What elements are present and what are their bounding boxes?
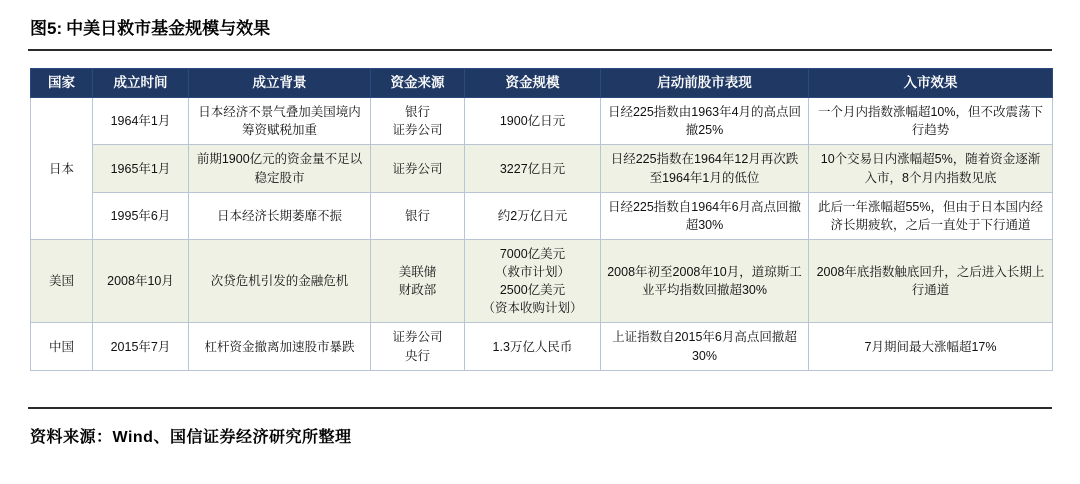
cell-date: 2015年7月 bbox=[93, 323, 189, 370]
cell-funding-scale: 1.3万亿人民币 bbox=[465, 323, 601, 370]
cell-background: 杠杆资金撤离加速股市暴跌 bbox=[189, 323, 371, 370]
cell-funding-scale: 7000亿美元 （救市计划） 2500亿美元 （资本收购计划） bbox=[465, 239, 601, 323]
cell-funding-source: 证券公司 央行 bbox=[371, 323, 465, 370]
table-row bbox=[31, 323, 1053, 370]
comparison-table bbox=[30, 68, 1053, 371]
cell-market-before: 2008年初至2008年10月，道琼斯工业平均指数回撤超30% bbox=[601, 239, 809, 323]
source-divider bbox=[28, 407, 1052, 409]
cell-funding-scale: 1900亿日元 bbox=[465, 98, 601, 145]
cell-funding-source: 证券公司 bbox=[371, 145, 465, 192]
table-row bbox=[31, 239, 1053, 323]
figure-label: 图5: bbox=[30, 19, 63, 38]
table-body bbox=[31, 98, 1053, 371]
cell-background: 次贷危机引发的金融危机 bbox=[189, 239, 371, 323]
cell-funding-scale: 约2万亿日元 bbox=[465, 192, 601, 239]
cell-date: 2008年10月 bbox=[93, 239, 189, 323]
column-header-funding-scale: 资金规模 bbox=[465, 69, 601, 98]
figure-title-row bbox=[28, 0, 1052, 39]
cell-funding-source: 银行 证券公司 bbox=[371, 98, 465, 145]
cell-effect: 2008年底指数触底回升，之后进入长期上行通道 bbox=[809, 239, 1053, 323]
cell-country: 中国 bbox=[31, 323, 93, 370]
cell-effect: 7月期间最大涨幅超17% bbox=[809, 323, 1053, 370]
source-note: 资料来源：Wind、国信证券经济研究所整理 bbox=[30, 429, 352, 446]
column-header-effect: 入市效果 bbox=[809, 69, 1053, 98]
column-header-funding-source: 资金来源 bbox=[371, 69, 465, 98]
cell-background: 日本经济长期萎靡不振 bbox=[189, 192, 371, 239]
cell-date: 1964年1月 bbox=[93, 98, 189, 145]
table-row bbox=[31, 98, 1053, 145]
cell-country: 日本 bbox=[31, 98, 93, 240]
cell-funding-scale: 3227亿日元 bbox=[465, 145, 601, 192]
page-title: 中美日救市基金规模与效果 bbox=[66, 19, 271, 38]
cell-background: 日本经济不景气叠加美国境内筹资赋税加重 bbox=[189, 98, 371, 145]
table-row bbox=[31, 145, 1053, 192]
cell-date: 1995年6月 bbox=[93, 192, 189, 239]
column-header-background: 成立背景 bbox=[189, 69, 371, 98]
table-header-row bbox=[31, 69, 1053, 98]
cell-country: 美国 bbox=[31, 239, 93, 323]
cell-background: 前期1900亿元的资金量不足以稳定股市 bbox=[189, 145, 371, 192]
title-divider bbox=[28, 49, 1052, 51]
cell-funding-source: 银行 bbox=[371, 192, 465, 239]
cell-market-before: 日经225指数自1964年6月高点回撤超30% bbox=[601, 192, 809, 239]
table-row bbox=[31, 192, 1053, 239]
cell-market-before: 上证指数自2015年6月高点回撤超30% bbox=[601, 323, 809, 370]
column-header-date: 成立时间 bbox=[93, 69, 189, 98]
column-header-country: 国家 bbox=[31, 69, 93, 98]
cell-effect: 10个交易日内涨幅超5%，随着资金逐渐入市，8个月内指数见底 bbox=[809, 145, 1053, 192]
cell-effect: 此后一年涨幅超55%，但由于日本国内经济长期疲软，之后一直处于下行通道 bbox=[809, 192, 1053, 239]
cell-market-before: 日经225指数由1963年4月的高点回撤25% bbox=[601, 98, 809, 145]
cell-effect: 一个月内指数涨幅超10%，但不改震荡下行趋势 bbox=[809, 98, 1053, 145]
cell-market-before: 日经225指数在1964年12月再次跌至1964年1月的低位 bbox=[601, 145, 809, 192]
cell-funding-source: 美联储 财政部 bbox=[371, 239, 465, 323]
cell-date: 1965年1月 bbox=[93, 145, 189, 192]
column-header-market-before: 启动前股市表现 bbox=[601, 69, 809, 98]
